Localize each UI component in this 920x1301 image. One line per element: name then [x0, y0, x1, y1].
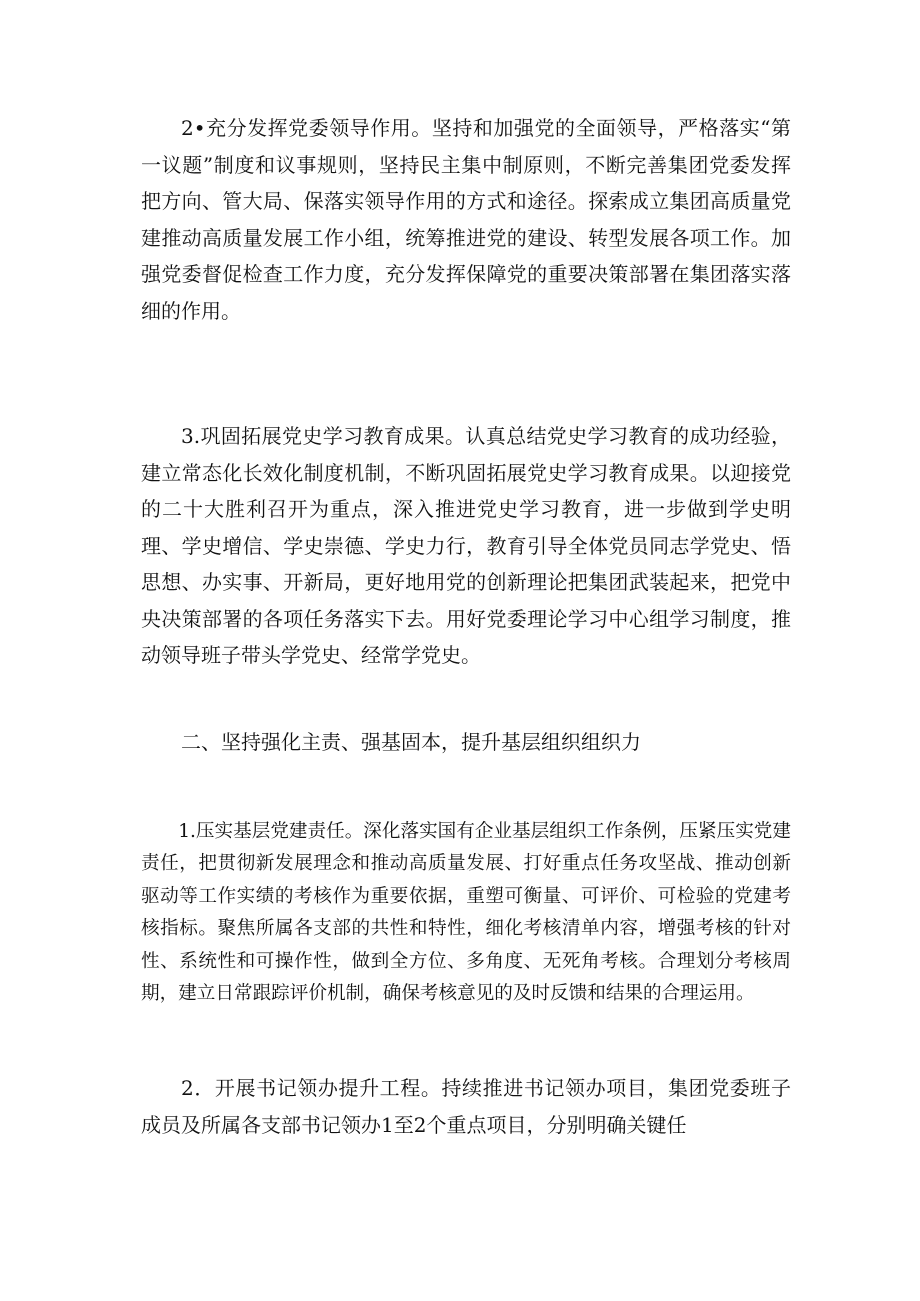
paragraph-party-leadership: 2•充分发挥党委领导作用。坚持和加强党的全面领导，严格落实“第一议题”制度和议事规则，坚持民主集中制原则，不断完善集团党委发挥把方向、管大局、保落实领导作用的方式和途径。探索成立集团高质量党建推动高质量发展工作小组，统筹推进党的建设、转型发展各项工作。加强党委督促检查工作力度，充分发挥保障党的重要决策部署在集团落实落细的作用。	[141, 116, 791, 323]
paragraph-party-history-education: 3.巩固拓展党史学习教育成果。认真总结党史学习教育的成功经验，建立常态化长效化制度机制，不断巩固拓展党史学习教育成果。以迎接党的二十大胜利召开为重点，深入推进党史学习教育，进一步做到学史明理、学史增信、学史崇德、学史力行，教育引导全体党员同志学党史、悟思想、办实事、开新局，更好地用党的创新理论把集团武装起来，把党中央决策部署的各项任务落实下去。用好党委理论学习中心组学习制度，推动领导班子带头学党史、经常学党史。	[141, 424, 791, 667]
section-heading: 二、坚持强化主责、强基固本，提升基层组织组织力	[181, 730, 641, 754]
paragraph-secretary-projects: 2．开展书记领办提升工程。持续推进书记领办项目，集团党委班子成员及所属各支部书记领办1至2个重点项目，分别明确关键任	[141, 1076, 791, 1137]
paragraph-grassroots-responsibility: 1.压实基层党建责任。深化落实国有企业基层组织工作条例，压紧压实党建责任，把贯彻新发展理念和推动高质量发展、打好重点任务攻坚战、推动创新驱动等工作实绩的考核作为重要依据，重塑可衡量、可评价、可检验的党建考核指标。聚焦所属各支部的共性和特性，细化考核清单内容，增强考核的针对性、系统性和可操作性，做到全方位、多角度、无死角考核。合理划分考核周期，建立日常跟踪评价机制，确保考核意见的及时反馈和结果的合理运用。	[141, 821, 791, 1005]
